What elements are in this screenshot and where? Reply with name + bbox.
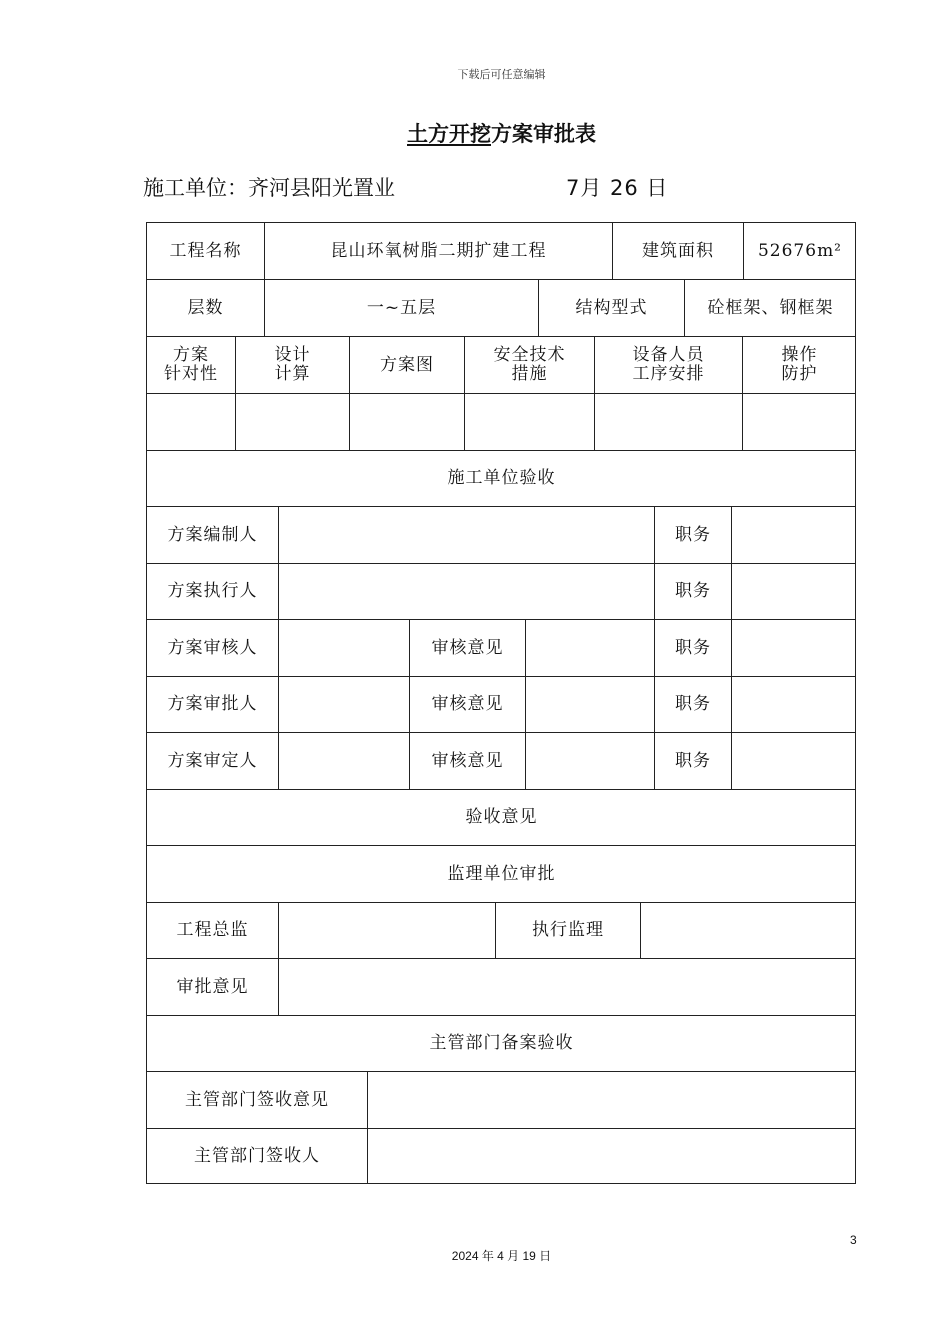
date-line: 7月 26 日 [566, 176, 669, 200]
finalizer-entry[interactable] [278, 732, 409, 789]
row-compiler [146, 506, 856, 563]
header-design-calc: 设计 计算 [235, 336, 349, 393]
title-rest: 方案审批表 [491, 122, 596, 146]
authority-signer-entry[interactable] [367, 1128, 856, 1184]
page-number: 3 [850, 1233, 857, 1247]
header-safety-measures: 安全技术 措施 [464, 336, 594, 393]
reviewer-position-label: 职务 [654, 619, 731, 676]
authority-signer-label: 主管部门签收人 [146, 1128, 367, 1184]
header-operation-protection: 操作 防护 [742, 336, 856, 393]
targeting-entry[interactable] [146, 393, 235, 450]
row-review-items [146, 336, 856, 393]
floors-value: 一~五层 [264, 279, 538, 336]
reviewer-opinion-label: 审核意见 [409, 619, 525, 676]
reviewer-opinion-entry[interactable] [525, 619, 654, 676]
chief-supervisor-label: 工程总监 [146, 902, 278, 958]
executor-entry[interactable] [278, 563, 654, 619]
equipment-arrangement-entry[interactable] [594, 393, 742, 450]
acceptance-opinion-heading: 验收意见 [146, 789, 856, 845]
row-floors [146, 279, 856, 336]
approver-position-label: 职务 [654, 676, 731, 732]
header-equipment-arrangement: 设备人员 工序安排 [594, 336, 742, 393]
supervision-approval-heading: 监理单位审批 [146, 845, 856, 902]
approver-position-entry[interactable] [731, 676, 856, 732]
floors-label: 层数 [146, 279, 264, 336]
compiler-position-label: 职务 [654, 506, 731, 563]
authority-filing-heading: 主管部门备案验收 [146, 1015, 856, 1071]
approver-label: 方案审批人 [146, 676, 278, 732]
authority-opinion-entry[interactable] [367, 1071, 856, 1128]
approval-opinion-entry[interactable] [278, 958, 856, 1015]
finalizer-position-label: 职务 [654, 732, 731, 789]
compiler-label: 方案编制人 [146, 506, 278, 563]
row-acceptance-opinion [146, 789, 856, 845]
area-label: 建筑面积 [612, 222, 743, 279]
finalizer-opinion-label: 审核意见 [409, 732, 525, 789]
page-title [0, 118, 950, 148]
approval-table [146, 222, 856, 1184]
safety-measures-entry[interactable] [464, 393, 594, 450]
executor-label: 方案执行人 [146, 563, 278, 619]
construction-unit-line: 施工单位：齐河县阳光置业 [143, 176, 395, 200]
row-construction-acceptance [146, 450, 856, 506]
row-authority-filing [146, 1015, 856, 1071]
compiler-position-entry[interactable] [731, 506, 856, 563]
project-name-label: 工程名称 [146, 222, 264, 279]
header-plan-drawing: 方案图 [349, 336, 464, 393]
executive-supervisor-label: 执行监理 [495, 902, 640, 958]
finalizer-opinion-entry[interactable] [525, 732, 654, 789]
row-authority-opinion [146, 1071, 856, 1128]
reviewer-position-entry[interactable] [731, 619, 856, 676]
row-supervision-approval [146, 845, 856, 902]
plan-drawing-entry[interactable] [349, 393, 464, 450]
row-supervisors [146, 902, 856, 958]
design-calc-entry[interactable] [235, 393, 349, 450]
title-underlined-part: 土方开挖 [407, 122, 491, 146]
approval-opinion-label: 审批意见 [146, 958, 278, 1015]
structure-value: 砼框架、钢框架 [684, 279, 856, 336]
structure-label: 结构型式 [538, 279, 684, 336]
row-authority-signer [146, 1128, 856, 1184]
reviewer-entry[interactable] [278, 619, 409, 676]
row-approval-opinion [146, 958, 856, 1015]
row-finalizer [146, 732, 856, 789]
row-executor [146, 563, 856, 619]
header-note: 下载后可任意编辑 [457, 68, 546, 81]
approver-opinion-entry[interactable] [525, 676, 654, 732]
area-value: 52676m² [743, 222, 856, 279]
reviewer-label: 方案审核人 [146, 619, 278, 676]
finalizer-position-entry[interactable] [731, 732, 856, 789]
row-review-values [146, 393, 856, 450]
approver-entry[interactable] [278, 676, 409, 732]
finalizer-label: 方案审定人 [146, 732, 278, 789]
header-targeting: 方案 针对性 [146, 336, 235, 393]
compiler-entry[interactable] [278, 506, 654, 563]
row-reviewer [146, 619, 856, 676]
operation-protection-entry[interactable] [742, 393, 856, 450]
project-name-value: 昆山环氧树脂二期扩建工程 [264, 222, 612, 279]
row-approver [146, 676, 856, 732]
executor-position-label: 职务 [654, 563, 731, 619]
authority-opinion-label: 主管部门签收意见 [146, 1071, 367, 1128]
footer-date: 2024 年 4 月 19 日 [451, 1249, 552, 1263]
chief-supervisor-entry[interactable] [278, 902, 495, 958]
executor-position-entry[interactable] [731, 563, 856, 619]
approver-opinion-label: 审核意见 [409, 676, 525, 732]
construction-acceptance-heading: 施工单位验收 [146, 450, 856, 506]
executive-supervisor-entry[interactable] [640, 902, 856, 958]
row-project [146, 222, 856, 279]
